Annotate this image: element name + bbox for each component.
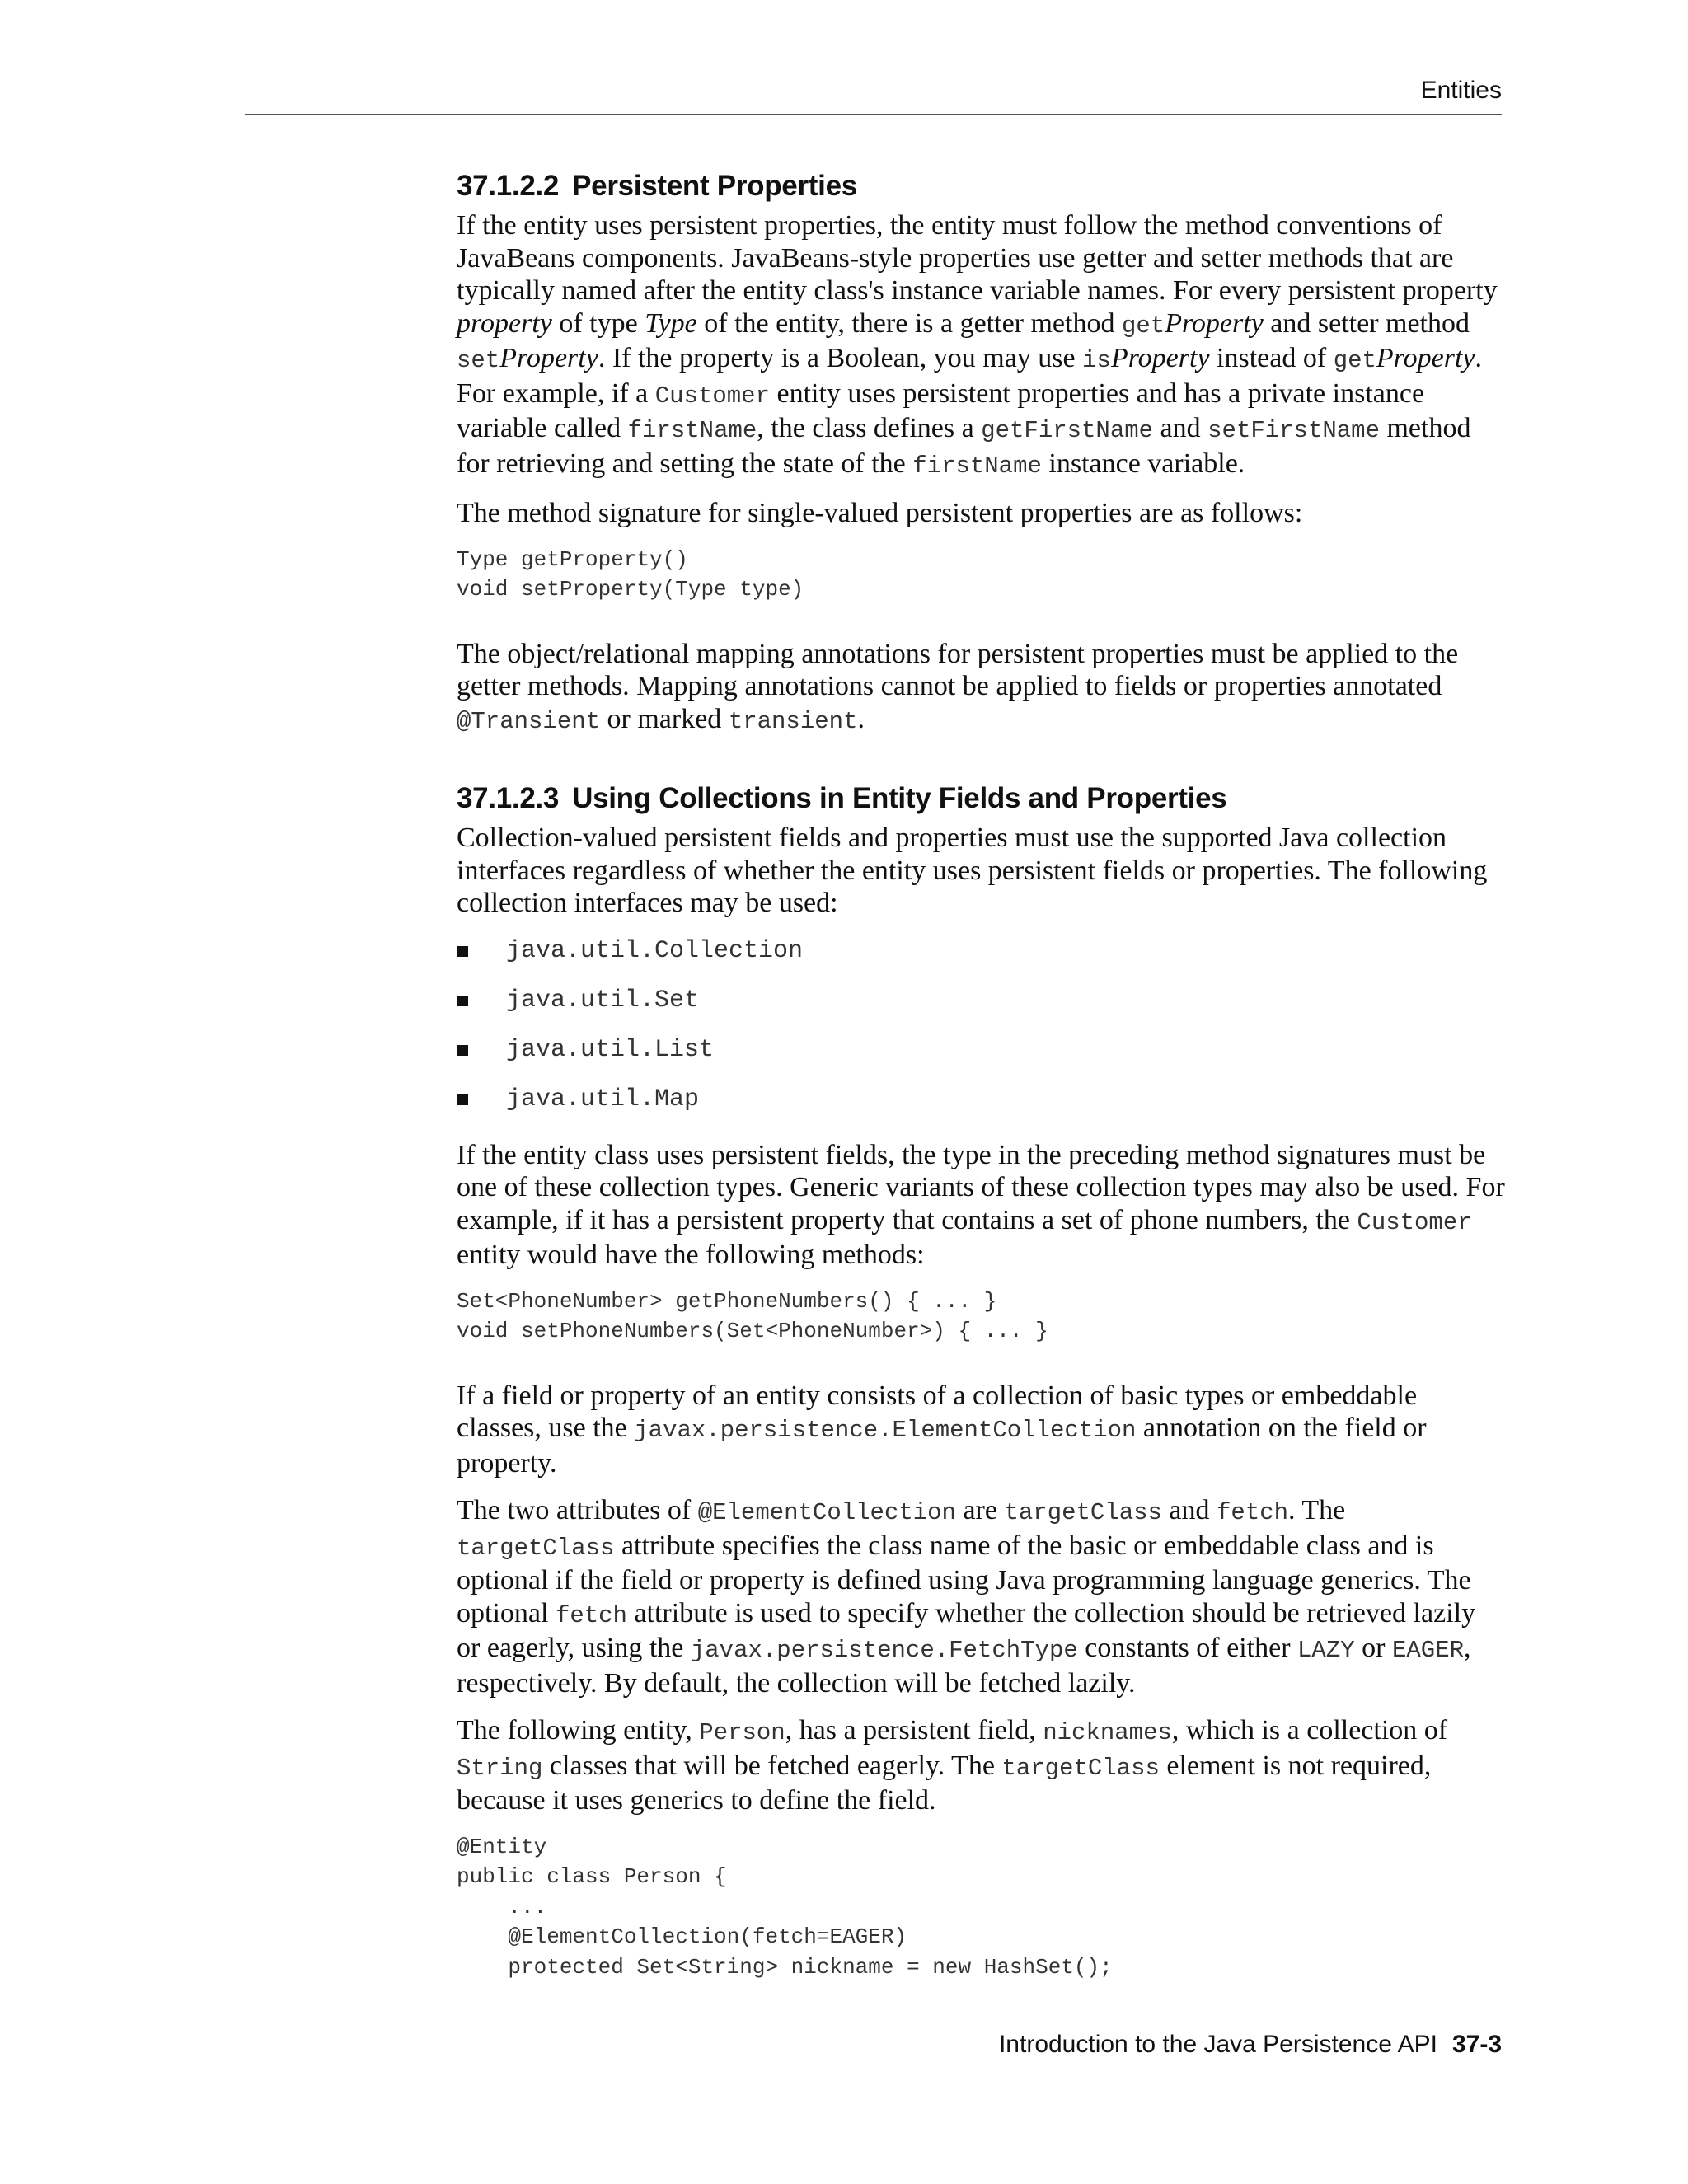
text-run: of type	[551, 307, 645, 339]
inline-code: javax.persistence.ElementCollection	[634, 1417, 1137, 1444]
paragraph-mapping-annotations	[457, 638, 1505, 738]
section-heading-persistent-properties	[457, 168, 1505, 204]
inline-code: get	[1333, 347, 1376, 374]
inline-code: targetClass	[457, 1534, 615, 1562]
inline-code: String	[457, 1754, 543, 1782]
paragraph-person-entity	[457, 1714, 1505, 1817]
inline-code: nicknames	[1043, 1719, 1172, 1746]
paragraph-property-conventions	[457, 209, 1505, 482]
square-bullet-icon	[457, 996, 468, 1006]
section-number: 37.1.2.3	[457, 782, 560, 814]
text-run: and	[1161, 1495, 1217, 1526]
text-run-italic: Property	[1376, 343, 1475, 373]
text-run: instance variable.	[1041, 448, 1245, 479]
text-run: , respectively. By default, the collection will be fetched lazily.	[457, 1633, 1471, 1699]
text-run: instead of	[1209, 343, 1334, 373]
inline-code: @ElementCollection	[697, 1499, 956, 1526]
code-line: @ElementCollection(fetch=EAGER)	[457, 1924, 907, 1949]
inline-code: fetch	[1217, 1499, 1289, 1526]
text-run: or	[1354, 1633, 1392, 1663]
chapter-title: Introduction to the Java Persistence API	[998, 2031, 1437, 2058]
code-line: void setPhoneNumbers(Set<PhoneNumber>) { ... }	[457, 1319, 1048, 1343]
text-run: .	[857, 703, 865, 734]
text-run: are	[955, 1495, 1005, 1526]
section-heading-using-collections	[457, 780, 1505, 817]
document-body	[457, 168, 1505, 2015]
text-run: , has a persistent field,	[785, 1715, 1043, 1746]
inline-code: targetClass	[1001, 1754, 1160, 1782]
list-item	[457, 1083, 1505, 1132]
code-block-property-methods	[457, 545, 1505, 605]
section-number: 37.1.2.2	[457, 170, 560, 202]
text-run: , which is a collection of	[1171, 1715, 1448, 1746]
text-run: and setter method	[1263, 307, 1470, 339]
inline-code: transient	[728, 707, 858, 735]
inline-code: fetch	[555, 1601, 627, 1629]
running-header: Entities	[1420, 77, 1502, 104]
text-run: constants of either	[1077, 1633, 1298, 1663]
text-run-italic: Property	[499, 343, 598, 373]
text-run: method for retrieving and setting the state of the	[457, 413, 1471, 479]
text-run: attribute specifies the class name of the basic or embeddable class and is optional if the field or property is defined using Java programming language generics. The optional	[457, 1530, 1471, 1629]
square-bullet-icon	[457, 946, 468, 957]
text-run: . For example, if a	[457, 343, 1483, 409]
text-run: and	[1153, 413, 1208, 443]
inline-code: get	[1121, 312, 1165, 340]
inline-code: Customer	[1357, 1208, 1472, 1236]
text-run: If the entity class uses persistent fields, the type in the preceding method signatures must be one of these collection types. Generic variants of these collection types may also be used. For example, if it has a persistent property that contains a set of phone numbers, the	[457, 1139, 1505, 1235]
inline-code: is	[1082, 347, 1111, 374]
inline-code: Person	[699, 1719, 785, 1746]
text-run: classes that will be fetched eagerly. The	[542, 1750, 1002, 1781]
inline-code: javax.persistence.FetchType	[690, 1637, 1078, 1664]
text-run: or marked	[600, 703, 729, 734]
text-run: annotation on the field or property.	[457, 1413, 1427, 1479]
code-line: @Entity	[457, 1834, 547, 1859]
paragraph-generic-variants	[457, 1139, 1505, 1272]
inline-code: targetClass	[1004, 1499, 1162, 1526]
text-run: element is not required, because it uses generics to define the field.	[457, 1750, 1432, 1816]
text-run: attribute is used to specify whether the collection should be retrieved lazily or eagerly, using the	[457, 1597, 1476, 1663]
text-run: The following entity,	[457, 1715, 700, 1746]
inline-code: @Transient	[457, 707, 601, 735]
text-run-italic: Type	[645, 307, 697, 339]
inline-code: EAGER	[1391, 1637, 1464, 1664]
list-item	[457, 1033, 1505, 1083]
section-title: Using Collections in Entity Fields and Properties	[572, 782, 1227, 814]
text-run: The two attributes of	[457, 1495, 698, 1526]
code-block-person-entity	[457, 1832, 1505, 1983]
code-line: protected Set<String> nickname = new HashSet();	[457, 1954, 1113, 1980]
paragraph-element-collection	[457, 1380, 1505, 1480]
square-bullet-icon	[457, 1045, 468, 1056]
text-run: , the class defines a	[757, 413, 982, 443]
list-item-text: java.util.Map	[506, 1085, 700, 1113]
list-item-text: java.util.List	[506, 1035, 715, 1064]
code-line: Type getProperty()	[457, 546, 688, 572]
text-run: . If the property is a Boolean, you may use	[598, 343, 1083, 373]
code-line: void setProperty(Type type)	[457, 577, 804, 602]
list-item-text: java.util.Collection	[506, 936, 804, 965]
text-run: The object/relational mapping annotations for persistent properties must be applied to the getter methods. Mapping annotations cannot be applied to fields or properties annotated	[457, 638, 1459, 701]
inline-code: firstName	[627, 417, 757, 444]
inline-code: set	[457, 347, 500, 374]
text-run: of the entity, there is a getter method	[696, 307, 1122, 339]
paragraph-collection-interfaces: Collection-valued persistent fields and properties must use the supported Java collection interfaces regardless of whether the entity uses persistent fields or properties. The following collection interfaces may be used:	[457, 823, 1488, 918]
paragraph-method-signature: The method signature for single-valued persistent properties are as follows:	[457, 498, 1303, 528]
text-run: If the entity uses persistent properties, the entity must follow the method conventions of JavaBeans components. JavaBeans-style properties use getter and setter methods that are typically named after the entity class's instance variable names. For every persistent property	[457, 210, 1498, 306]
inline-code: Customer	[654, 382, 770, 410]
inline-code: LAZY	[1297, 1637, 1355, 1664]
paragraph-element-collection-attributes	[457, 1494, 1505, 1699]
inline-code: setFirstName	[1207, 417, 1380, 444]
text-run: entity uses persistent properties and has a private instance variable called	[457, 377, 1425, 443]
code-line: Set<PhoneNumber> getPhoneNumbers() { ... }	[457, 1288, 997, 1314]
collection-interface-list	[457, 935, 1505, 1132]
inline-code: firstName	[912, 452, 1042, 480]
text-run-italic: Property	[1110, 343, 1210, 373]
text-run: entity would have the following methods:	[457, 1240, 925, 1270]
square-bullet-icon	[457, 1094, 468, 1105]
inline-code: getFirstName	[981, 417, 1154, 444]
text-run-italic: property	[457, 307, 552, 339]
list-item	[457, 935, 1505, 984]
page-number: 37-3	[1451, 2031, 1502, 2058]
code-line: public class Person {	[457, 1864, 727, 1889]
text-run: If a field or property of an entity consists of a collection of basic types or embeddable classes, use the	[457, 1380, 1418, 1443]
code-block-phone-numbers	[457, 1286, 1505, 1347]
section-title: Persistent Properties	[572, 170, 857, 202]
list-item-text: java.util.Set	[506, 986, 700, 1015]
running-footer	[245, 2030, 1502, 2060]
section-gap	[457, 752, 1505, 780]
text-run-italic: Property	[1165, 307, 1264, 339]
code-line: ...	[457, 1894, 547, 1919]
header-rule	[245, 114, 1502, 115]
text-run: . The	[1288, 1495, 1346, 1526]
list-item	[457, 984, 1505, 1033]
